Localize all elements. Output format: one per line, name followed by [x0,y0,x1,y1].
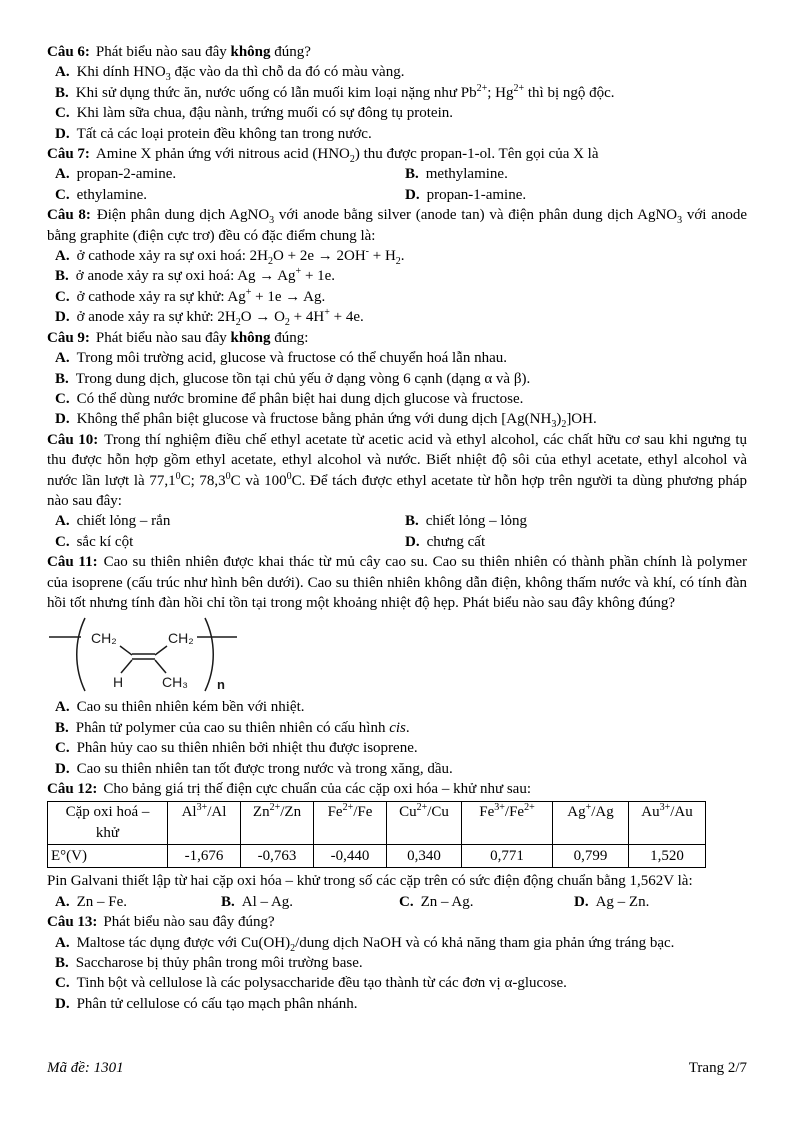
option-label: D. [405,186,420,203]
table-cell: -0,440 [314,845,387,868]
option [47,738,747,758]
question-number-label: Câu 11: [47,554,98,571]
question-number-label: Câu 6: [47,44,90,60]
footer-exam-code: Mã đề: 1301 [47,1060,124,1076]
right-ch2-label: CH₂ [168,630,194,647]
left-ch2-label: CH₂ [91,630,117,647]
table-header-cell: $Cu^{2+}/Cu$ [387,802,462,845]
option [47,697,747,717]
option [47,532,397,552]
options-group [47,892,747,912]
option-text: ở cathode xảy ra sự khử: Ag+ + 1e → Ag. [76,286,326,305]
options-group [47,246,747,328]
option [397,532,747,552]
question-stem [47,430,747,512]
option-label: C. [55,105,70,122]
option [47,287,747,307]
option-text: Khi làm sữa chua, đậu nành, trứng muối có sự đông tụ protein. [76,105,453,122]
option-label: B. [55,370,69,387]
footer-page-number: Trang 2/7 [688,1060,747,1076]
option-text: propan-1-amine. [426,186,527,203]
option-text: Tất cả các loại protein đều không tan trong nước. [76,125,372,142]
n-subscript-label: n [217,677,225,693]
option-label: D. [574,893,589,910]
polyisoprene-structure-figure [47,615,747,695]
question-continuation: Pin Galvani thiết lập từ hai cặp oxi hóa – khử trong số các cặp trên có sức điện động chuẩn bằng 1,562V là: [47,873,693,890]
option-label: A. [55,893,70,910]
option [47,124,747,144]
polyisoprene-structure-drawing [47,615,247,695]
option [47,307,747,327]
option-label: C. [55,740,70,757]
options-group [47,62,747,144]
option-label: D. [55,411,70,428]
option-text: Ag – Zn. [595,893,650,910]
option-label: B. [405,166,419,183]
option-text: Trong dung dịch, glucose tồn tại chủ yếu ở dạng vòng 6 cạnh (dạng α và β). [75,370,531,387]
table-cell: E°(V) [48,845,168,868]
question-stem [47,912,747,932]
option-text: chiết lỏng – lỏng [425,513,528,530]
option-label: A. [55,934,70,951]
question-content [47,328,747,430]
option-label: B. [55,268,69,285]
option-label: A. [55,350,70,367]
question-content [47,779,747,912]
question-content [47,42,747,144]
table-header-cell: $Fe^{2+}/Fe$ [314,802,387,845]
option-text: Phân tử polymer của cao su thiên nhiên có cấu hình cis. [75,719,410,736]
option [47,933,747,953]
option-label: C. [55,288,70,305]
h-label: H [113,674,124,691]
option-text: Phân hủy cao su thiên nhiên bởi nhiệt thu được isoprene. [76,740,418,757]
table-cell: 1,520 [629,845,706,868]
options-group [47,933,747,1015]
option-text: Có thể dùng nước bromine để phân biệt hai dung dịch glucose và fructose. [76,390,524,407]
option-label: B. [55,955,69,972]
options-group [47,697,747,779]
option-label: D. [405,533,420,550]
option-text: Khi dính $HNO_3$ đặc vào da thì chỗ da đó có màu vàng. [76,64,405,84]
standard-electrode-potential-table [47,801,706,868]
questions [47,42,747,1014]
question-stem-text: Phát biểu nào sau đây không đúng: [95,329,309,346]
question-stem [47,552,747,613]
option-text: ethylamine. [76,186,147,203]
option [213,892,391,912]
option-label: C. [55,975,70,992]
option-label: C. [399,893,414,910]
table-header-cell: $Au^{3+}/Au$ [629,802,706,845]
option-label: A. [55,166,70,183]
question-content [47,205,747,327]
option-label: B. [221,893,235,910]
option-label: A. [55,64,70,81]
option-text: sắc kí cột [76,533,134,550]
option [397,164,747,184]
option [47,83,747,103]
question-content [47,144,747,205]
question-number-label: Câu 8: [47,207,91,224]
option-text: Zn – Ag. [420,893,474,910]
option-text: Saccharose bị thủy phân trong môi trường base. [75,955,363,972]
table-header-cell: $Al^{3+}/Al$ [168,802,241,845]
question-content [47,912,747,1014]
option-text: Trong môi trường acid, glucose và fructose có thể chuyển hoá lẫn nhau. [76,350,507,367]
table-header-cell: $Zn^{2+}/Zn$ [241,802,314,845]
question-number-label: Câu 12: [47,781,98,797]
option [47,759,747,779]
option-text: ở anode xảy ra sự khử: $2H_2O \to O_2 + 4H^+ + 4e$. [76,307,364,329]
option-text: Cao su thiên nhiên tan tốt được trong nước và trong xăng, dầu. [76,760,453,777]
question-stem-text: Phát biểu nào sau đây không đúng? [95,44,311,60]
question [47,779,747,912]
option-label: B. [55,84,69,101]
table-header-cell: Cặp oxi hoá – khử [48,802,168,845]
option [391,892,566,912]
question-stem [47,42,747,62]
option-text: methylamine. [425,166,508,183]
question [47,328,747,430]
question-stem [47,144,747,164]
option-text: chiết lỏng – rắn [76,513,171,530]
question-stem [47,205,747,246]
option-text: Cao su thiên nhiên kém bền với nhiệt. [76,699,305,716]
option-label: D. [55,995,70,1012]
ch3-label: CH₃ [162,674,188,691]
question [47,205,747,327]
option-text: ở anode xảy ra sự oxi hoá: Ag → Ag+ + 1e. [75,266,336,285]
option [47,511,397,531]
option [47,266,747,286]
option [47,389,747,409]
option-label: C. [55,390,70,407]
question [47,552,747,779]
option-text: propan-2-amine. [76,166,177,183]
option-text: Zn – Fe. [76,893,128,910]
option-label: C. [55,533,70,550]
option [47,718,747,738]
question [47,42,747,144]
question-stem-text: Amine X phản ứng với nitrous acid $(HNO_2)$ thu được propan-1-ol. Tên gọi của X là [95,146,599,166]
option-text: Maltose tác dụng được với $Cu(OH)_2$/dung dịch NaOH và có khả năng tham gia phản ứng tráng bạc. [76,934,675,954]
question-stem-text: Điện phân dung dịch AgNO$_3$ với anode bằng silver (anode tan) và điện phân dung dịch AgNO$_3$ với anode bằng graphite (điện cực trơ) đều có đặc điểm chung là: [47,207,748,244]
option-label: D. [55,760,70,777]
table-cell: 0,340 [387,845,462,868]
option [47,409,747,429]
option [566,892,747,912]
bond-lines [49,618,237,691]
question-stem-text: Trong thí nghiệm điều chế ethyl acetate từ acetic acid và ethyl alcohol, các chất hữu cơ sau khi ngưng tụ thu được hỗn hợp gồm ethyl acetate, ethyl alcohol và nước. Biết nhiệt độ sôi của ethyl acetate, ethyl alcohol và nước lần lượt là 77,1$^0$C; 78,3$^0$C và $100^0C$. Để tách được ethyl acetate từ hỗn hợp trên người ta dùng phương pháp nào sau đây: [47,431,747,509]
question-number-label: Câu 10: [47,431,99,448]
question-stem-text: Cho bảng giá trị thế điện cực chuẩn của các cặp oxi hóa – khử như sau: [103,781,532,797]
option [47,348,747,368]
option-label: B. [405,513,419,530]
option-text: Al – Ag. [241,893,294,910]
table-cell: -0,763 [241,845,314,868]
question-stem-text: Cao su thiên nhiên được khai thác từ mủ cây cao su. Cao su thiên nhiên có thành phần chính là polymer của isoprene (cấu trúc như hình bên dưới). Cao su thiên nhiên không dẫn điện, không thấm nước và khí, có tính đàn hồi tốt nhưng tính đàn hồi chỉ tồn tại trong một khoảng nhiệt độ hẹp. Phát biểu nào sau đây không đúng? [47,554,747,611]
question-content [47,430,747,552]
question [47,144,747,205]
option [47,246,747,266]
table-row [48,845,706,868]
option [47,185,397,205]
options-group [47,164,747,205]
option [47,994,747,1014]
question-number-label: Câu 13: [47,914,98,931]
option [397,511,747,531]
option-label: A. [55,699,70,716]
option [47,369,747,389]
option-label: A. [55,248,70,265]
question-stem-text: Phát biểu nào sau đây đúng? [103,914,275,931]
page-footer [47,1058,747,1078]
option [47,103,747,123]
option-label: D. [55,125,70,142]
option [47,973,747,993]
option-text: Khi sử dụng thức ăn, nước uống có lẫn muối kim loại nặng như $Pb^{2+}$; $Hg^{2+}$ thì bị ngộ độc. [75,82,615,101]
table-header-cell: Ag+/Ag [553,802,629,845]
option [47,892,213,912]
question-number-label: Câu 9: [47,329,90,346]
table-cell: 0,799 [553,845,629,868]
question [47,430,747,552]
table-cell: -1,676 [168,845,241,868]
table-header-cell: $Fe^{3+}/Fe^{2+}$ [462,802,553,845]
question-content [47,552,747,779]
option-label: D. [55,309,70,326]
option [47,953,747,973]
question-number-label: Câu 7: [47,146,90,163]
options-group [47,348,747,430]
option-label: C. [55,186,70,203]
table-cell: 0,771 [462,845,553,868]
option [397,185,747,205]
option-text: Không thể phân biệt glucose và fructose bằng phản ứng với dung dịch $[Ag(NH_3)_2]OH$. [76,411,597,431]
option [47,62,747,82]
option-text: ở cathode xảy ra sự oxi hoá: $2H_2O + 2e \to 2OH^- + H_2$. [76,246,405,268]
options-group [47,511,747,552]
question [47,912,747,1014]
option-text: chưng cất [426,533,486,550]
question-stem [47,328,747,348]
option [47,164,397,184]
question-stem [47,779,747,799]
option-label: A. [55,513,70,530]
option-label: B. [55,719,69,736]
option-text: Tinh bột và cellulose là các polysaccharide đều tạo thành từ các đơn vị α-glucose. [76,975,567,992]
option-text: Phân tử cellulose có cấu tạo mạch phân nhánh. [76,995,358,1012]
